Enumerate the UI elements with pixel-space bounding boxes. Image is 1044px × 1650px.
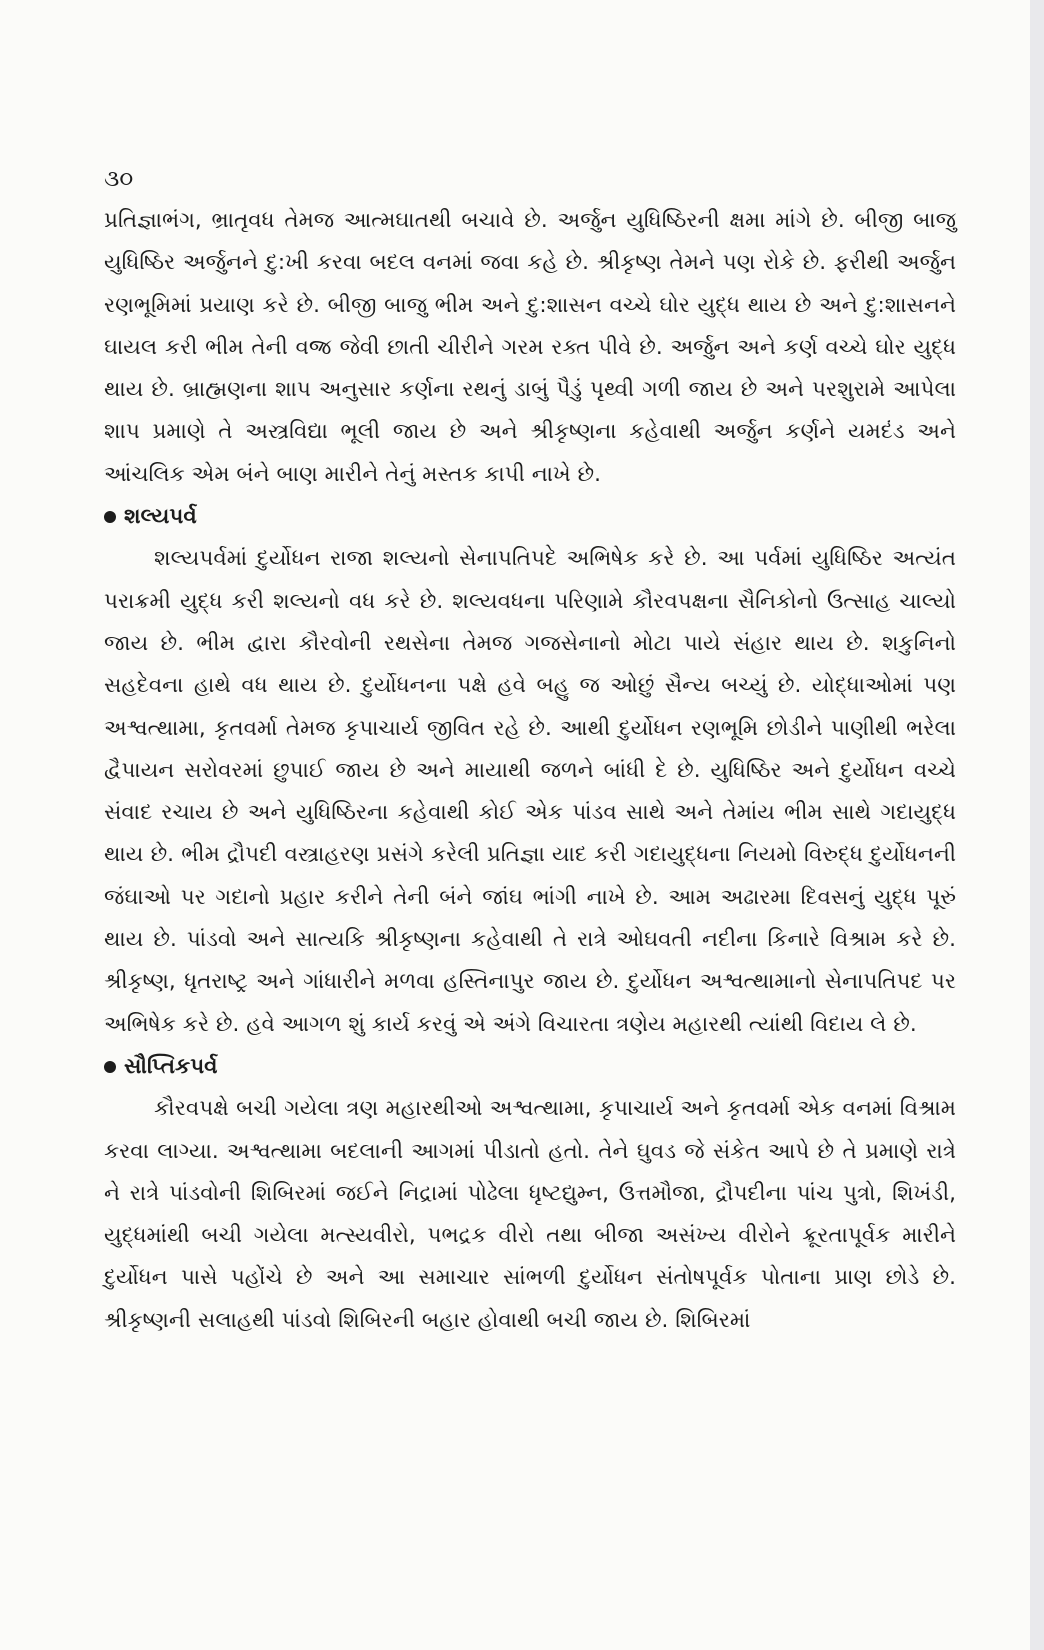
paragraph-intro: પ્રતિજ્ઞાભંગ, ભ્રાતૃવધ તેમજ આત્મઘાતથી બચાવે છે. અર્જુન યુધિષ્ઠિરની ક્ષમા માંગે છે. બીજી બાજુ યુધિષ્ઠિર અર્જુનને દુ:ખી કરવા બદલ વનમાં જવા કહે છે. શ્રીકૃષ્ણ તેમને પણ રોકે છે. ફરીથી અર્જુન રણભૂમિમાં પ્રયાણ કરે છે. બીજી બાજુ ભીમ અને દુ:શાસન વચ્ચે ઘોર યુદ્ધ થાય છે અને દુ:શાસનને ઘાયલ કરી ભીમ તેની વજ્ર જેવી છાતી ચીરીને ગરમ રક્ત પીવે છે. અર્જુન અને કર્ણ વચ્ચે ઘોર યુદ્ધ થાય છે. બ્રાહ્મણના શાપ અનુસાર કર્ણના રથનું ડાબું પૈડું પૃથ્વી ગળી જાય છે અને પરશુરામે આપેલા શાપ પ્રમાણે તે અસ્ત્રવિદ્યા ભૂલી જાય છે અને શ્રીકૃષ્ણના કહેવાથી અર્જુન કર્ણને યમદંડ અને આંચલિક એમ બંને બાણ મારીને તેનું મસ્તક કાપી નાખે છે. <box>104 208 956 487</box>
section-heading-shalya-text: શલ્યપર્વ <box>124 504 197 530</box>
page-content <box>104 158 956 1342</box>
paragraph-sauptika: કૌરવપક્ષે બચી ગયેલા ત્રણ મહારથીઓ અશ્વત્થામા, કૃપાચાર્ય અને કૃતવર્મા એક વનમાં વિશ્રામ કરવા લાગ્યા. અશ્વત્થામા બદલાની આગમાં પીડાતો હતો. તેને ઘુવડ જે સંકેત આપે છે તે પ્રમાણે રાત્રે ને રાત્રે પાંડવોની શિબિરમાં જઈને નિદ્રામાં પોઢેલા ધૃષ્ટદ્યુમ્ન, ઉત્તમૌજા, દ્રૌપદીના પાંચ પુત્રો, શિખંડી, યુદ્ધમાંથી બચી ગયેલા મત્સ્યવીરો, પભદ્રક વીરો તથા બીજા અસંખ્ય વીરોને ક્રૂરતાપૂર્વક મારીને દુર્યોધન પાસે પહોંચે છે અને આ સમાચાર સાંભળી દુર્યોધન સંતોષપૂર્વક પોતાના પ્રાણ છોડે છે. શ્રીકૃષ્ણની સલાહથી પાંડવો શિબિરની બહાર હોવાથી બચી જાય છે. શિબિરમાં <box>104 1096 956 1333</box>
section-heading-sauptika-text: સૌપ્તિકપર્વ <box>124 1053 218 1079</box>
bullet-icon <box>104 1061 116 1073</box>
section-heading-sauptika <box>104 1046 956 1088</box>
bullet-icon <box>104 511 116 523</box>
page-number: ૩૦ <box>104 166 134 192</box>
paragraph-shalya: શલ્યપર્વમાં દુર્યોધન રાજા શલ્યનો સેનાપતિપદે અભિષેક કરે છે. આ પર્વમાં યુધિષ્ઠિર અત્યંત પરાક્રમી યુદ્ધ કરી શલ્યનો વધ કરે છે. શલ્યવધના પરિણામે કૌરવપક્ષના સૈનિકોનો ઉત્સાહ ચાલ્યો જાય છે. ભીમ દ્વારા કૌરવોની રથસેના તેમજ ગજસેનાનો મોટા પાયે સંહાર થાય છે. શકુનિનો સહદેવના હાથે વધ થાય છે. દુર્યોધનના પક્ષે હવે બહુ જ ઓછું સૈન્ય બચ્યું છે. યોદ્ધાઓમાં પણ અશ્વત્થામા, કૃતવર્મા તેમજ કૃપાચાર્ય જીવિત રહે છે. આથી દુર્યોધન રણભૂમિ છોડીને પાણીથી ભરેલા દ્વૈપાયન સરોવરમાં છુપાઈ જાય છે અને માયાથી જળને બાંધી દે છે. યુધિષ્ઠિર અને દુર્યોધન વચ્ચે સંવાદ રચાય છે અને યુધિષ્ઠિરના કહેવાથી કોઈ એક પાંડવ સાથે અને તેમાંય ભીમ સાથે ગદાયુદ્ધ થાય છે. ભીમ દ્રૌપદી વસ્ત્રાહરણ પ્રસંગે કરેલી પ્રતિજ્ઞા યાદ કરી ગદાયુદ્ધના નિયમો વિરુદ્ધ દુર્યોધનની જંઘાઓ પર ગદાનો પ્રહાર કરીને તેની બંને જાંઘ ભાંગી નાખે છે. આમ અઢારમા દિવસનું યુદ્ધ પૂરું થાય છે. પાંડવો અને સાત્યકિ શ્રીકૃષ્ણના કહેવાથી તે રાત્રે ઓઘવતી નદીના કિનારે વિશ્રામ કરે છે. શ્રીકૃષ્ણ, ધૃતરાષ્ટ્ર અને ગાંધારીને મળવા હસ્તિનાપુર જાય છે. દુર્યોધન અશ્વત્થામાનો સેનાપતિપદ પર અભિષેક કરે છે. હવે આગળ શું કાર્ય કરવું એ અંગે વિચારતા ત્રણેય મહારથી ત્યાંથી વિદાય લે છે. <box>104 546 956 1037</box>
section-heading-shalya <box>104 496 956 538</box>
